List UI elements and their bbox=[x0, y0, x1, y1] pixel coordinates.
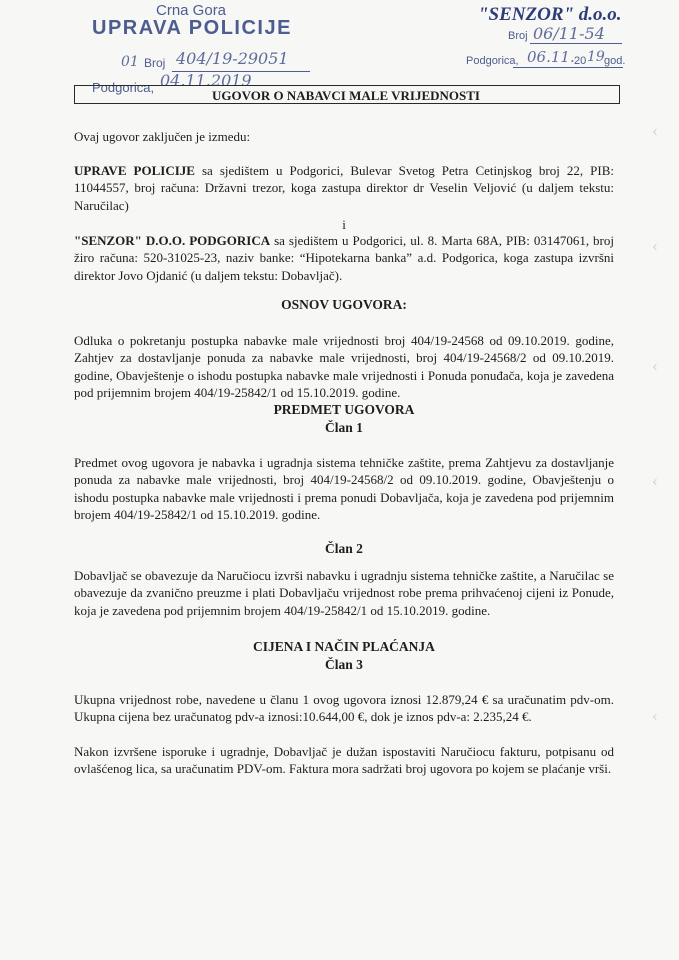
stamp-country: Crna Gora bbox=[156, 2, 227, 19]
stamp-broj-label: Broj bbox=[508, 30, 528, 42]
stamp-year-value: 19 bbox=[587, 49, 605, 65]
show-through-mark: ‹ bbox=[652, 235, 658, 255]
stamp-broj-value: 404/19-29051 bbox=[176, 49, 289, 68]
stamp-prefix: 01 bbox=[121, 54, 139, 70]
party-1 bbox=[74, 162, 614, 214]
stamp-institution: UPRAVA POLICIJE bbox=[92, 17, 292, 39]
show-through-mark: ‹ bbox=[652, 705, 658, 725]
article-1-heading: Član 1 bbox=[325, 420, 363, 435]
intro-line: Ovaj ugovor zaključen je izmedu: bbox=[74, 129, 251, 144]
stamp-company: "SENZOR" d.o.o. bbox=[478, 4, 622, 25]
stamp-date-day: 06.11. bbox=[527, 48, 575, 66]
party-2-name: "SENZOR" D.O.O. PODGORICA bbox=[74, 233, 271, 248]
stamp-broj-underline bbox=[530, 43, 622, 44]
stamp-year-suffix: god. bbox=[604, 55, 626, 67]
article-3-text-1: Ukupna vrijednost robe, navedene u članu 1 ovog ugovora iznosi 12.879,24 € sa uračunatim pdv-om. Ukupna cijena bez uračunatog pdv-a iznosi:10.644,00 €, dok je iznos pdv-a: 2.235,24 €. bbox=[74, 692, 614, 725]
stamp-year-prefix: 20 bbox=[574, 55, 587, 67]
stamp-date: 04.11.2019 bbox=[160, 71, 252, 90]
party-1-details: sa sjedištem u Podgorici, Bulevar Svetog Petra Cetinjskog broj 22, PIB: 11044557, broj računa: Državni trezor, koga zastupa direktor dr Veselin Veljović (u daljem tekstu: Naručilac) bbox=[74, 163, 614, 213]
section-basis-heading: OSNOV UGOVORA: bbox=[281, 297, 407, 312]
stamp-broj-value: 06/11-54 bbox=[533, 24, 605, 43]
article-3-heading: Član 3 bbox=[325, 657, 363, 672]
article-2-text: Dobavljač se obavezuje da Naručiocu izvrši nabavku i ugradnju sistema tehničke zaštite, a Naručilac se obavezuje da zvanično preuzme i plati Dobavljaču vrijednost robe prema prihvaćenoj cijeni iz Ponude, koja je zavedena pod prijemnim brojem 404/19-25842/1 od 15.10.2019. godine. bbox=[74, 568, 614, 618]
show-through-mark: ‹ bbox=[652, 355, 658, 375]
party-2-details: sa sjedištem u Podgorici, ul. 8. Marta 68A, PIB: 03147061, broj žiro računa: 520-31025-23, naziv banke: “Hipotekarna banka” a.d. Podgorica, koga zastupa izvršni direktor Jovo Ojdanić (u daljem tekstu: Dobavljač). bbox=[74, 233, 614, 283]
show-through-mark: ‹ bbox=[652, 120, 658, 140]
section-price-heading: CIJENA I NAČIN PLAĆANJA bbox=[253, 639, 435, 654]
stamp-broj-label: Broj bbox=[144, 56, 166, 70]
section-basis-text: Odluka o pokretanju postupka nabavke male vrijednosti broj 404/19-24568 od 09.10.2019. godine, Zahtjev za dostavljanje ponuda za nabavke male vrijednosti, broj 404/19-24568/2 od 09.10.2019. godine, Obavještenje o ishodu postupka nabavke male vrijednosti i Ponuda ponuđača, koja je zavedena pod prijemnim brojem 404/19-25842/1 od 15.10.2019. godine. bbox=[74, 333, 614, 401]
article-2-heading: Član 2 bbox=[325, 541, 363, 556]
stamp-date-underline bbox=[513, 67, 623, 68]
article-1-text: Predmet ovog ugovora je nabavka i ugradnja sistema tehničke zaštite, prema Zahtjevu za dostavljanje ponuda za nabavke male vrijednosti, broj 404/19-24568/2 od 09.10.2019. godine, Obavještenju o ishodu postupka nabavke male vrijednosti i prema ponudi Dobavljača, koja je zavedena pod prijemnim brojem 404/19-25842/1 od 15.10.2019. godine. bbox=[74, 455, 614, 523]
document-title: UGOVOR O NABAVCI MALE VRIJEDNOSTI bbox=[212, 88, 480, 103]
party-1-name: UPRAVE POLICIJE bbox=[74, 163, 195, 178]
article-3-text-2: Nakon izvršene isporuke i ugradnje, Dobavljač je dužan ispostaviti Naručiocu fakturu, potpisanu od ovlašćenog lica, sa uračunatim PDV-om. Faktura mora sadržati broj ugovora po kojem se plaćanje vrši. bbox=[74, 744, 614, 777]
party-2 bbox=[74, 232, 614, 284]
conjunction: i bbox=[342, 217, 346, 232]
stamp-city: Podgorica, bbox=[92, 80, 155, 95]
section-subject-heading: PREDMET UGOVORA bbox=[273, 402, 415, 417]
show-through-mark: ‹ bbox=[652, 470, 658, 490]
stamp-city-label: Podgorica, bbox=[466, 55, 519, 67]
